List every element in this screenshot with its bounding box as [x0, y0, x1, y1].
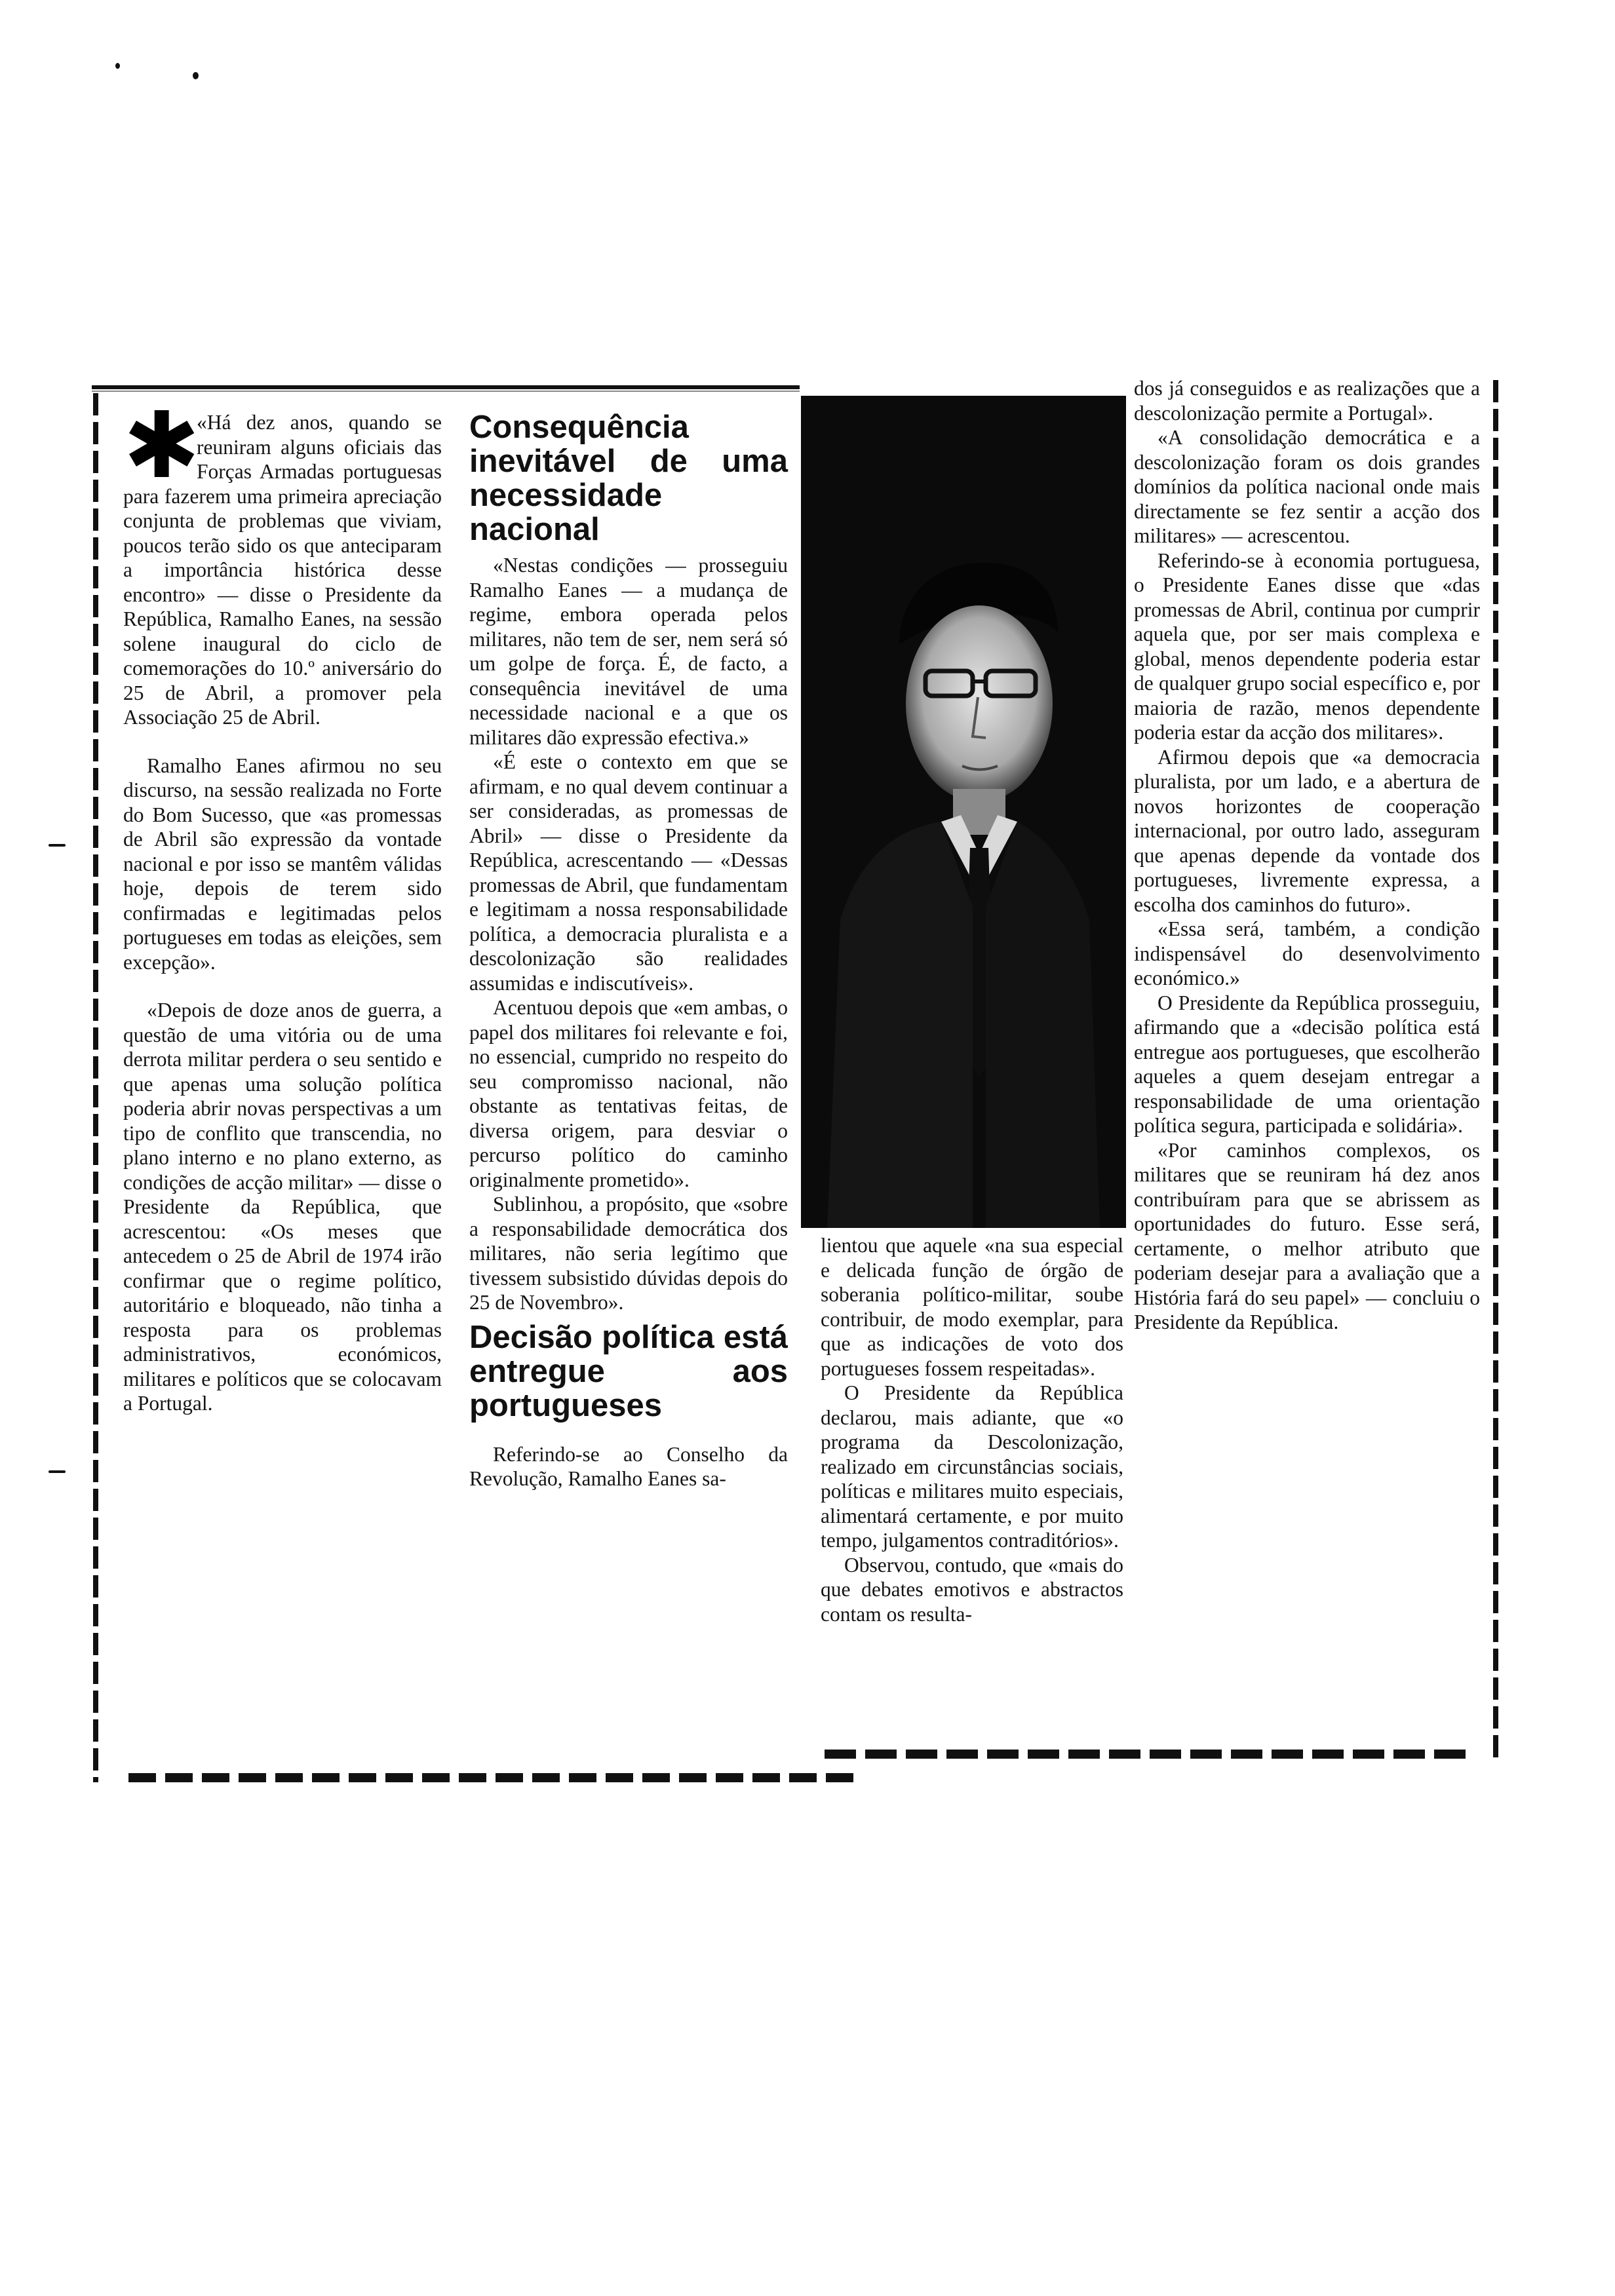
- paragraph: «Por caminhos complexos, os militares que se reuniram há dez anos contribuíram para que se abrissem as oportunidades do futuro. Esse será, certamente, o melhor atributo que poderiam desejar para a avaliação que a História fará do seu papel» — concluiu o Presidente da República.: [1134, 1138, 1480, 1333]
- paragraph: Sublinhou, a propósito, que «sobre a responsabilidade democrática dos militares, não seria legítimo que tivessem subsistido dúvidas depois do 25 de Novembro».: [469, 1193, 788, 1314]
- article-column-2: [469, 410, 788, 1491]
- frame-top-rule-thin: [92, 391, 800, 392]
- paragraph: «É este o contexto em que se afirmam, e no qual devem continuar a ser consideradas, as promessas de Abril» — disse o Presidente da República, acrescentando — «Dessas promessas de Abril, que fundamentam e legitimam a nossa responsabilidade política, a democracia pluralista e a descolonização são realidades assumidas e indiscutíveis».: [469, 750, 788, 995]
- paragraph: «Depois de doze anos de guerra, a questão de uma vitória ou de uma derrota militar perdera o seu sentido e que apenas uma solução política poderia abrir novas perspectivas a um tipo de conflito que transcendia, no plano interno e no plano externo, as condições de acção militar» — disse o Presidente da República, que acrescentou: «Os meses que antecedem o 25 de Abril de 1974 irão confirmar que o regime político, autoritário e bloqueado, não tinha a resposta para os problemas administrativos, económicos, militares e políticos que se colocavam a Portugal.: [123, 999, 442, 1415]
- paragraph: «Nestas condições — prosseguiu Ramalho Eanes — a mudança de regime, embora operada pelos militares, não tem de ser, nem será só um golpe de força. É, de facto, a consequência inevitável de uma necessidade nacional e a que os militares dão expressão efectiva.»: [469, 554, 788, 749]
- paragraph: Acentuou depois que «em ambas, o papel dos militares foi relevante e foi, no essencial, cumprido no respeito do seu compromisso nacional, não obstante as tentativas feitas, de diversa origem, para desviar o percurso político do caminho originalmente prometido».: [469, 996, 788, 1191]
- frame-top-rule: [92, 385, 800, 389]
- paragraph: O Presidente da República declarou, mais adiante, que «o programa da Descolonização, realizado em circunstâncias sociais, políticas e militares muito especiais, alimentará certamente, e por muito tempo, julgamentos contraditórios».: [821, 1381, 1123, 1552]
- paragraph: «Essa será, também, a condição indispensável do desenvolvimento económico.»: [1134, 917, 1480, 989]
- paragraph: Referindo-se ao Conselho da Revolução, Ramalho Eanes sa-: [469, 1442, 788, 1490]
- headline: Decisão política está entregue aos portugueses: [469, 1319, 788, 1423]
- paragraph: Afirmou depois que «a democracia pluralista, por um lado, e a abertura de novos horizontes de cooperação internacional, por outro lado, asseguram que apenas depende da vontade dos portugueses, livremente expressa, a escolha dos caminhos do futuro».: [1134, 745, 1480, 916]
- frame-right-rule: [1493, 380, 1498, 1763]
- scan-speck: [193, 72, 199, 79]
- scan-speck: [115, 63, 120, 69]
- frame-bottom-rule: [825, 1750, 1466, 1759]
- paragraph: Referindo-se à economia portuguesa, o Presidente Eanes disse que «das promessas de Abril, continua por cumprir aquela que, por ser mais complexa e global, menos dependente poderia estar de qualquer grupo social específico e, por maioria de razão, menos dependente poderia estar da acção dos militares».: [1134, 548, 1480, 744]
- paragraph-continuation: lientou que aquele «na sua especial e delicada função de órgão de soberania político-militar, soube contribuir, de modo exemplar, para que as indicações de voto dos portugueses fossem respeitadas».: [821, 1234, 1123, 1380]
- portrait-photo: [801, 396, 1126, 1228]
- frame-bottom-rule-left: [128, 1773, 853, 1782]
- paragraph-start: Observou, contudo, que «mais do que debates emotivos e abstractos contam os resulta-: [821, 1553, 1123, 1626]
- article-column-1: [123, 392, 442, 1416]
- margin-mark: [49, 844, 66, 847]
- asterisk-icon: ✱: [123, 392, 201, 499]
- paragraph: O Presidente da República prosseguiu, afirmando que a «decisão política está entregue aos portugueses, que escolherão aqueles a quem desejam entregar a responsabilidade de uma orientação política segura, participada e solidária».: [1134, 991, 1480, 1137]
- margin-mark: [49, 1470, 66, 1473]
- headline: Consequência inevitável de uma necessidade nacional: [469, 410, 788, 547]
- portrait-photo-image: [801, 396, 1126, 1228]
- paragraph: «Há dez anos, quando se reuniram alguns oficiais das Forças Armadas portuguesas para fazerem uma primeira apreciação conjunta de problemas que viviam, poucos terão sido os que anteciparam a importância histórica desse encontro» — disse o Presidente da República, Ramalho Eanes, na sessão solene inaugural do ciclo de comemorações do 10.º aniversário do 25 de Abril, a promover pela Associação 25 de Abril.: [123, 411, 442, 729]
- paragraph-continuation: dos já conseguidos e as realizações que a descolonização permite a Portugal».: [1134, 377, 1480, 425]
- paragraph: «A consolidação democrática e a descolonização foram os dois grandes domínios da política nacional onde mais directamente se fez sentir a acção dos militares» — acrescentou.: [1134, 426, 1480, 547]
- article-column-under-photo: [821, 1233, 1123, 1626]
- paragraph: Ramalho Eanes afirmou no seu discurso, na sessão realizada no Forte do Bom Sucesso, que «as promessas de Abril são expressão da vontade nacional e por isso se mantêm válidas hoje, depois de terem sido confirmadas e legitimadas pelos portugueses em todas as eleições, sem excepção».: [123, 754, 442, 974]
- frame-left-rule: [93, 393, 98, 1782]
- article-column-3: [1134, 376, 1480, 1335]
